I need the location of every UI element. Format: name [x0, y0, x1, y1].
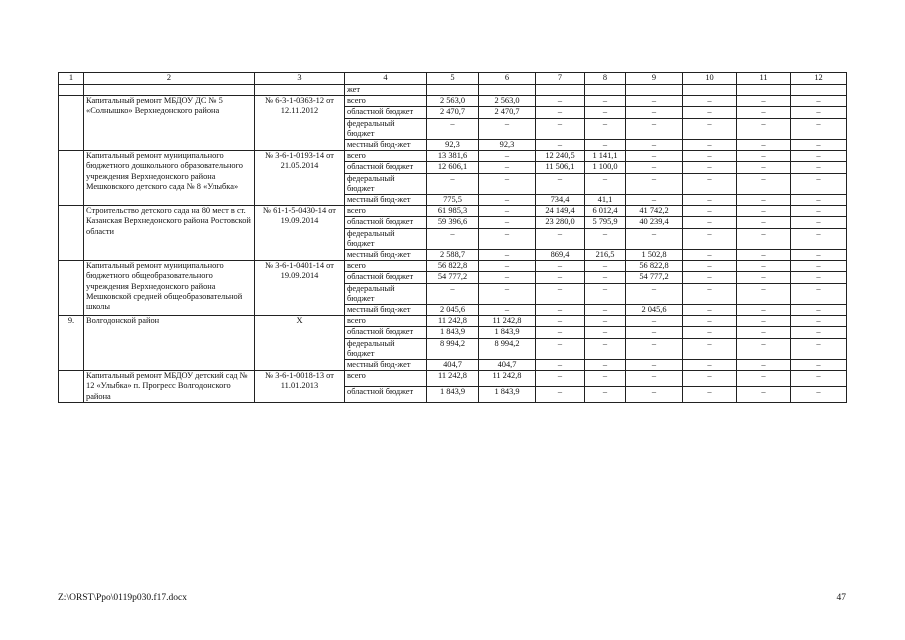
value-cell: –: [585, 283, 626, 304]
budget-table: [58, 72, 847, 403]
object-name-cell: Капитальный ремонт МБДОУ детский сад № 12 «Улыбка» п. Прогресс Волгодонского района: [84, 371, 255, 403]
row-number-cell: [59, 206, 84, 261]
header-cell: 3: [255, 73, 345, 85]
value-cell: 775,5: [427, 195, 479, 206]
value-cell: –: [479, 195, 536, 206]
value-cell: –: [479, 173, 536, 194]
value-cell: –: [683, 371, 737, 387]
value-cell: 11 506,1: [536, 162, 585, 173]
value-cell: 2 045,6: [427, 305, 479, 316]
value-cell: 8 994,2: [427, 338, 479, 359]
value-cell: –: [683, 283, 737, 304]
value-cell: –: [585, 371, 626, 387]
value-cell: –: [791, 173, 847, 194]
source-cell: областной бюджет: [345, 107, 427, 118]
value-cell: –: [585, 327, 626, 338]
source-cell: областной бюджет: [345, 272, 427, 283]
header-cell: 10: [683, 73, 737, 85]
source-cell: федеральный бюджет: [345, 173, 427, 194]
value-cell: –: [791, 162, 847, 173]
source-cell: федеральный бюджет: [345, 338, 427, 359]
value-cell: 869,4: [536, 250, 585, 261]
document-cell: Х: [255, 316, 345, 371]
value-cell: –: [626, 283, 683, 304]
value-cell: –: [791, 272, 847, 283]
value-cell: 59 396,6: [427, 217, 479, 228]
value-cell: –: [626, 338, 683, 359]
value-cell: –: [791, 195, 847, 206]
cell-empty: [683, 85, 737, 96]
source-cell: областной бюджет: [345, 327, 427, 338]
cell-empty: [59, 85, 84, 96]
value-cell: –: [737, 283, 791, 304]
value-cell: 2 045,6: [626, 305, 683, 316]
value-cell: –: [737, 316, 791, 327]
value-cell: –: [479, 261, 536, 272]
header-cell: 12: [791, 73, 847, 85]
value-cell: 54 777,2: [626, 272, 683, 283]
value-cell: –: [683, 107, 737, 118]
value-cell: –: [737, 195, 791, 206]
header-cell: 9: [626, 73, 683, 85]
cell-empty: [536, 85, 585, 96]
value-cell: –: [683, 118, 737, 139]
value-cell: –: [536, 96, 585, 107]
value-cell: 2 563,0: [427, 96, 479, 107]
value-cell: –: [585, 140, 626, 151]
value-cell: –: [626, 327, 683, 338]
source-cell: местный бюд-жет: [345, 360, 427, 371]
value-cell: –: [737, 272, 791, 283]
value-cell: 1 843,9: [479, 327, 536, 338]
value-cell: –: [626, 96, 683, 107]
value-cell: –: [585, 118, 626, 139]
value-cell: –: [585, 272, 626, 283]
value-cell: –: [791, 140, 847, 151]
value-cell: 5 795,9: [585, 217, 626, 228]
value-cell: –: [683, 305, 737, 316]
value-cell: 8 994,2: [479, 338, 536, 359]
value-cell: 1 843,9: [427, 327, 479, 338]
value-cell: 54 777,2: [427, 272, 479, 283]
value-cell: 404,7: [427, 360, 479, 371]
value-cell: 40 239,4: [626, 217, 683, 228]
value-cell: –: [479, 217, 536, 228]
value-cell: –: [737, 371, 791, 387]
value-cell: 2 588,7: [427, 250, 479, 261]
value-cell: –: [683, 162, 737, 173]
table-row: [59, 371, 847, 387]
source-cell: всего: [345, 316, 427, 327]
source-cell: областной бюджет: [345, 387, 427, 403]
value-cell: –: [791, 316, 847, 327]
page-number: 47: [836, 593, 846, 603]
value-cell: –: [791, 206, 847, 217]
source-cell: областной бюджет: [345, 162, 427, 173]
value-cell: –: [479, 250, 536, 261]
value-cell: –: [737, 118, 791, 139]
file-path: Z:\ORST\Ppo\0119p030.f17.docx: [58, 593, 187, 603]
document-cell: № 3-6-1-0193-14 от 21.05.2014: [255, 151, 345, 206]
value-cell: –: [427, 283, 479, 304]
value-cell: –: [683, 217, 737, 228]
object-name-cell: Волгодонской район: [84, 316, 255, 371]
row-number-cell: [59, 96, 84, 151]
header-row: [59, 73, 847, 85]
value-cell: 61 985,3: [427, 206, 479, 217]
value-cell: –: [479, 162, 536, 173]
value-cell: –: [791, 151, 847, 162]
value-cell: –: [791, 217, 847, 228]
table-row: [59, 96, 847, 107]
table-row: [59, 151, 847, 162]
value-cell: –: [683, 272, 737, 283]
row-number-cell: [59, 151, 84, 206]
value-cell: –: [536, 316, 585, 327]
value-cell: –: [683, 316, 737, 327]
header-cell: 2: [84, 73, 255, 85]
object-name-cell: Строительство детского сада на 80 мест в ст. Казанская Верхнедонского района Ростовской области: [84, 206, 255, 261]
value-cell: –: [791, 228, 847, 249]
value-cell: –: [585, 228, 626, 249]
value-cell: –: [683, 173, 737, 194]
value-cell: 11 242,8: [479, 316, 536, 327]
source-cell: всего: [345, 371, 427, 387]
row-number-cell: 9.: [59, 316, 84, 371]
value-cell: –: [791, 360, 847, 371]
header-cell: 8: [585, 73, 626, 85]
table-row: [59, 316, 847, 327]
value-cell: –: [536, 173, 585, 194]
value-cell: –: [626, 195, 683, 206]
value-cell: –: [737, 327, 791, 338]
value-cell: 56 822,8: [427, 261, 479, 272]
header-cell: 11: [737, 73, 791, 85]
value-cell: 12 606,1: [427, 162, 479, 173]
value-cell: 56 822,8: [626, 261, 683, 272]
value-cell: –: [585, 305, 626, 316]
value-cell: –: [737, 360, 791, 371]
value-cell: –: [479, 305, 536, 316]
value-cell: –: [791, 371, 847, 387]
source-cell: федеральный бюджет: [345, 283, 427, 304]
cell-empty: [791, 85, 847, 96]
value-cell: –: [791, 305, 847, 316]
source-cell: всего: [345, 206, 427, 217]
header-cell: 5: [427, 73, 479, 85]
value-cell: –: [626, 371, 683, 387]
source-cell: федеральный бюджет: [345, 228, 427, 249]
value-cell: –: [536, 387, 585, 403]
value-cell: 6 012,4: [585, 206, 626, 217]
value-cell: 1 843,9: [427, 387, 479, 403]
value-cell: –: [683, 360, 737, 371]
value-cell: –: [427, 228, 479, 249]
value-cell: –: [536, 118, 585, 139]
value-cell: –: [536, 261, 585, 272]
value-cell: 1 141,1: [585, 151, 626, 162]
value-cell: –: [737, 206, 791, 217]
value-cell: –: [585, 360, 626, 371]
document-cell: № 6-3-1-0363-12 от 12.11.2012: [255, 96, 345, 151]
document-cell: № 3-6-1-0401-14 от 19.09.2014: [255, 261, 345, 316]
value-cell: 2 470,7: [479, 107, 536, 118]
value-cell: –: [536, 360, 585, 371]
row-number-cell: [59, 371, 84, 403]
value-cell: –: [427, 118, 479, 139]
value-cell: –: [791, 387, 847, 403]
source-cell: всего: [345, 96, 427, 107]
value-cell: –: [626, 162, 683, 173]
source-cell: местный бюд-жет: [345, 305, 427, 316]
value-cell: –: [479, 151, 536, 162]
value-cell: –: [626, 360, 683, 371]
table-row: [59, 261, 847, 272]
value-cell: –: [683, 327, 737, 338]
value-cell: –: [536, 283, 585, 304]
value-cell: –: [626, 173, 683, 194]
value-cell: –: [479, 206, 536, 217]
value-cell: –: [683, 206, 737, 217]
source-cell: федеральный бюджет: [345, 118, 427, 139]
header-cell: 6: [479, 73, 536, 85]
value-cell: –: [683, 151, 737, 162]
source-cell: жет: [345, 85, 427, 96]
value-cell: 11 242,8: [427, 371, 479, 387]
value-cell: –: [683, 261, 737, 272]
object-name-cell: Капитальный ремонт МБДОУ ДС № 5 «Солнышко» Верхнедонского района: [84, 96, 255, 151]
header-cell: 4: [345, 73, 427, 85]
value-cell: –: [626, 387, 683, 403]
value-cell: –: [536, 272, 585, 283]
source-cell: местный бюд-жет: [345, 250, 427, 261]
value-cell: –: [791, 283, 847, 304]
value-cell: –: [791, 107, 847, 118]
value-cell: –: [536, 327, 585, 338]
value-cell: –: [683, 387, 737, 403]
value-cell: 11 242,8: [479, 371, 536, 387]
header-cell: 1: [59, 73, 84, 85]
value-cell: –: [737, 261, 791, 272]
value-cell: –: [791, 338, 847, 359]
value-cell: –: [737, 338, 791, 359]
value-cell: –: [626, 316, 683, 327]
value-cell: –: [536, 305, 585, 316]
value-cell: 404,7: [479, 360, 536, 371]
table-row: [59, 206, 847, 217]
value-cell: –: [791, 96, 847, 107]
value-cell: 41 742,2: [626, 206, 683, 217]
value-cell: –: [626, 228, 683, 249]
value-cell: –: [737, 162, 791, 173]
value-cell: –: [585, 338, 626, 359]
value-cell: –: [536, 107, 585, 118]
cell-empty: [626, 85, 683, 96]
value-cell: –: [683, 140, 737, 151]
continuation-row: [59, 85, 847, 96]
value-cell: –: [585, 173, 626, 194]
value-cell: –: [536, 338, 585, 359]
value-cell: –: [536, 140, 585, 151]
document-cell: № 61-1-5-0430-14 от 19.09.2014: [255, 206, 345, 261]
value-cell: 92,3: [479, 140, 536, 151]
object-name-cell: Капитальный ремонт муниципального бюджетного дошкольного образовательного учреждения Верхнедонского района Мешковского детского сада № 8 «Улыбка»: [84, 151, 255, 206]
value-cell: –: [683, 195, 737, 206]
source-cell: всего: [345, 261, 427, 272]
value-cell: 216,5: [585, 250, 626, 261]
value-cell: 1 502,8: [626, 250, 683, 261]
document-cell: № 3-6-1-0018-13 от 11.01.2013: [255, 371, 345, 403]
value-cell: –: [536, 228, 585, 249]
object-name-cell: Капитальный ремонт муниципального бюджетного общеобразовательного учреждения Верхнедонского района Мешковской средней общеобразовательной школы: [84, 261, 255, 316]
cell-empty: [585, 85, 626, 96]
value-cell: –: [585, 387, 626, 403]
cell-empty: [479, 85, 536, 96]
value-cell: –: [479, 283, 536, 304]
cell-empty: [737, 85, 791, 96]
source-cell: местный бюд-жет: [345, 140, 427, 151]
source-cell: областной бюджет: [345, 217, 427, 228]
value-cell: 1 100,0: [585, 162, 626, 173]
value-cell: –: [791, 118, 847, 139]
source-cell: местный бюд-жет: [345, 195, 427, 206]
value-cell: –: [626, 107, 683, 118]
value-cell: –: [479, 272, 536, 283]
source-cell: всего: [345, 151, 427, 162]
value-cell: 13 381,6: [427, 151, 479, 162]
value-cell: –: [791, 261, 847, 272]
value-cell: –: [479, 118, 536, 139]
row-number-cell: [59, 261, 84, 316]
value-cell: –: [737, 387, 791, 403]
value-cell: –: [683, 250, 737, 261]
value-cell: 1 843,9: [479, 387, 536, 403]
value-cell: –: [737, 107, 791, 118]
value-cell: –: [479, 228, 536, 249]
value-cell: –: [683, 228, 737, 249]
value-cell: –: [737, 96, 791, 107]
value-cell: 92,3: [427, 140, 479, 151]
value-cell: –: [737, 250, 791, 261]
value-cell: 23 280,0: [536, 217, 585, 228]
value-cell: –: [791, 327, 847, 338]
value-cell: –: [737, 305, 791, 316]
value-cell: 12 240,5: [536, 151, 585, 162]
value-cell: –: [683, 338, 737, 359]
value-cell: –: [737, 228, 791, 249]
value-cell: 734,4: [536, 195, 585, 206]
value-cell: –: [737, 173, 791, 194]
value-cell: –: [737, 140, 791, 151]
value-cell: –: [585, 316, 626, 327]
value-cell: 24 149,4: [536, 206, 585, 217]
value-cell: –: [585, 96, 626, 107]
value-cell: –: [626, 118, 683, 139]
value-cell: 2 470,7: [427, 107, 479, 118]
value-cell: –: [737, 151, 791, 162]
value-cell: –: [791, 250, 847, 261]
cell-empty: [84, 85, 255, 96]
value-cell: –: [626, 140, 683, 151]
value-cell: –: [536, 371, 585, 387]
header-cell: 7: [536, 73, 585, 85]
value-cell: –: [737, 217, 791, 228]
cell-empty: [255, 85, 345, 96]
value-cell: –: [427, 173, 479, 194]
value-cell: 41,1: [585, 195, 626, 206]
value-cell: –: [585, 107, 626, 118]
cell-empty: [427, 85, 479, 96]
value-cell: –: [683, 96, 737, 107]
value-cell: 11 242,8: [427, 316, 479, 327]
value-cell: 2 563,0: [479, 96, 536, 107]
value-cell: –: [585, 261, 626, 272]
value-cell: –: [626, 151, 683, 162]
